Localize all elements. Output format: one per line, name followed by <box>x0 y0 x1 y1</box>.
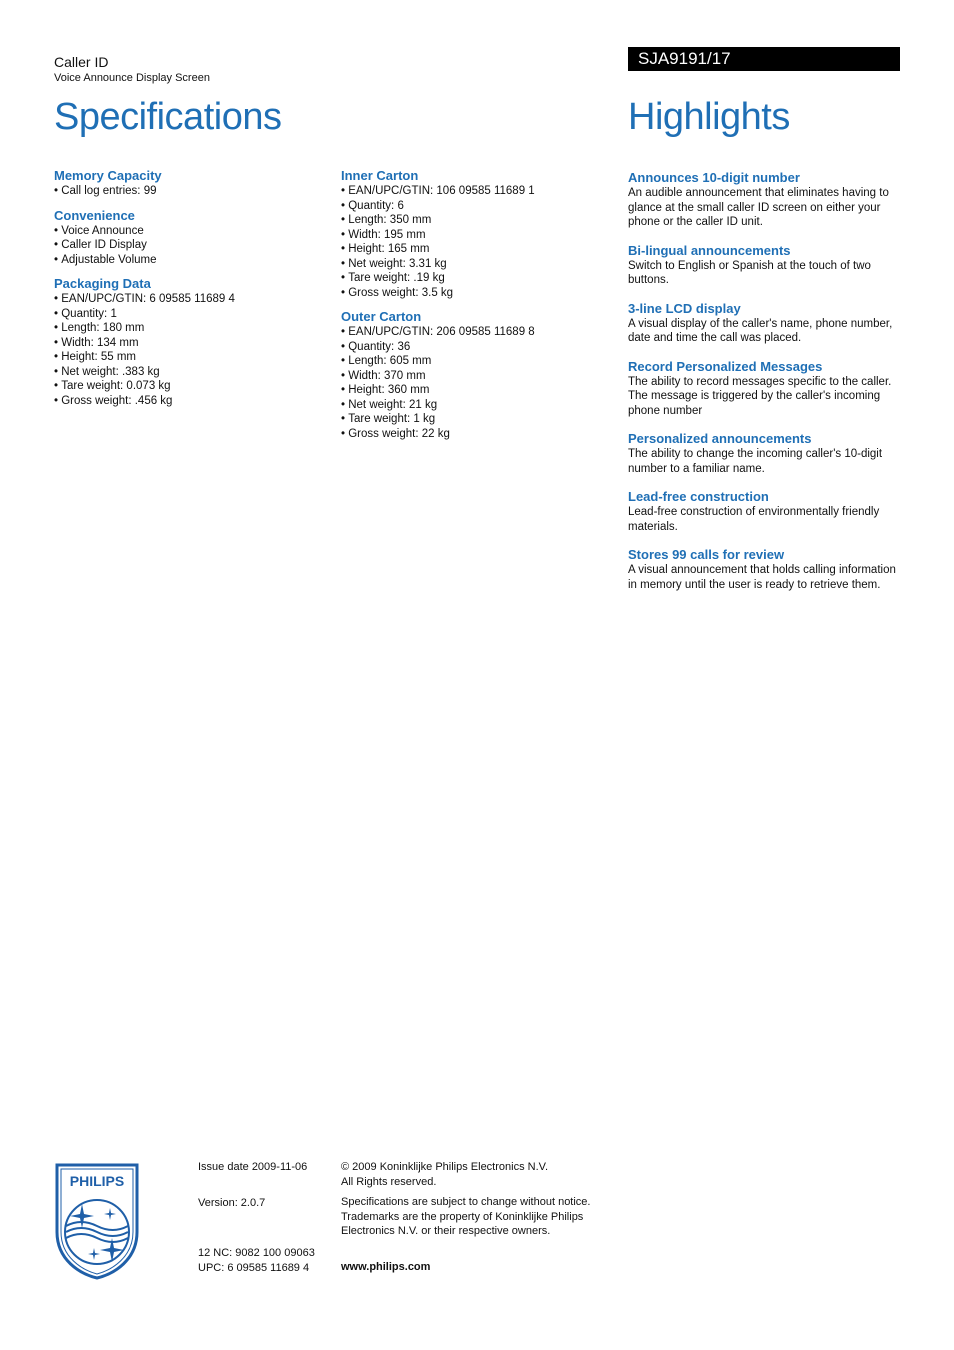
highlight-title: Personalized announcements <box>628 431 812 446</box>
philips-shield-logo <box>54 1162 140 1280</box>
highlight-item <box>628 489 900 534</box>
spec-item: • Voice Announce <box>54 224 324 239</box>
disclaimer: Specifications are subject to change without notice. Trademarks are the property of Koninklijke Philips Electronics N.V. or their respective owners. <box>341 1196 591 1237</box>
highlight-title: Stores 99 calls for review <box>628 547 785 562</box>
spec-item: • EAN/UPC/GTIN: 106 09585 11689 1 <box>341 184 611 199</box>
spec-item: • EAN/UPC/GTIN: 206 09585 11689 8 <box>341 325 611 340</box>
highlight-text: Lead-free construction of environmentally friendly materials. <box>628 506 880 533</box>
spec-item: • Height: 165 mm <box>341 242 611 257</box>
spec-column-2 <box>341 168 611 450</box>
spec-item: • Tare weight: 0.073 kg <box>54 379 324 394</box>
spec-section <box>54 276 324 408</box>
spec-section-title: Outer Carton <box>341 309 422 324</box>
issue-date: Issue date 2009-11-06 <box>198 1161 308 1173</box>
logo-wordmark: PHILIPS <box>69 1173 125 1189</box>
spec-item: • Caller ID Display <box>54 238 324 253</box>
spec-section <box>341 309 611 441</box>
spec-item: • Gross weight: .456 kg <box>54 394 324 409</box>
spec-item: • Adjustable Volume <box>54 253 324 268</box>
highlight-text: A visual announcement that holds calling information in memory until the user is ready to retrieve them. <box>628 564 896 591</box>
spec-item: • Width: 370 mm <box>341 369 611 384</box>
spec-item: • Quantity: 6 <box>341 199 611 214</box>
model-number-badge: SJA9191/17 <box>628 47 900 71</box>
spec-section-title: Memory Capacity <box>54 168 162 183</box>
spec-item: • Gross weight: 3.5 kg <box>341 286 611 301</box>
spec-item: • Quantity: 36 <box>341 340 611 355</box>
highlight-title: Announces 10-digit number <box>628 170 800 185</box>
spec-item: • Gross weight: 22 kg <box>341 427 611 442</box>
copyright: © 2009 Koninklijke Philips Electronics N.V. <box>341 1161 549 1173</box>
highlight-item <box>628 547 900 592</box>
spec-section-title: Convenience <box>54 207 135 223</box>
spec-item: • Width: 195 mm <box>341 228 611 243</box>
product-subtitle: Voice Announce Display Screen <box>54 72 210 84</box>
highlights-heading: Highlights <box>628 96 790 138</box>
spec-section-title: Inner Carton <box>341 168 419 183</box>
highlight-title: 3-line LCD display <box>628 300 741 316</box>
spec-item: • Length: 180 mm <box>54 321 324 336</box>
highlight-title: Bi-lingual announcements <box>628 242 791 258</box>
highlight-title: Lead-free construction <box>628 489 769 504</box>
spec-item: • Width: 134 mm <box>54 336 324 351</box>
highlight-text: Switch to English or Spanish at the touch of two buttons. <box>628 259 871 286</box>
highlight-item <box>628 359 900 419</box>
spec-item: • Tare weight: .19 kg <box>341 271 611 286</box>
version: Version: 2.0.7 <box>198 1196 266 1209</box>
highlight-text: The ability to record messages specific to the caller. The message is triggered by the caller's incoming phone number <box>628 375 892 417</box>
highlight-item <box>628 243 900 288</box>
highlight-title: Record Personalized Messages <box>628 358 823 374</box>
spec-item: • EAN/UPC/GTIN: 6 09585 11689 4 <box>54 292 324 307</box>
highlights-list <box>628 170 900 605</box>
upc-code: UPC: 6 09585 11689 4 <box>198 1261 310 1274</box>
spec-section <box>54 208 324 268</box>
specifications-heading: Specifications <box>54 96 282 138</box>
spec-item: • Height: 360 mm <box>341 383 611 398</box>
highlight-text: An audible announcement that eliminates having to glance at the small caller ID screen on either your phone or the caller ID unit. <box>628 187 889 228</box>
spec-item: • Tare weight: 1 kg <box>341 412 611 427</box>
highlight-text: The ability to change the incoming caller's 10-digit number to a familiar name. <box>628 448 883 475</box>
footer-legal <box>341 1160 601 1274</box>
spec-section-title: Packaging Data <box>54 276 151 291</box>
nc-code: 12 NC: 9082 100 09063 <box>198 1247 315 1259</box>
highlight-item <box>628 431 900 476</box>
spec-item: • Call log entries: 99 <box>54 184 324 199</box>
spec-item: • Height: 55 mm <box>54 350 324 365</box>
spec-item: • Net weight: 21 kg <box>341 398 611 413</box>
category-title: Caller ID <box>54 54 109 70</box>
spec-section <box>341 168 611 300</box>
highlight-item <box>628 170 900 230</box>
website-link[interactable]: www.philips.com <box>341 1260 431 1273</box>
spec-item: • Length: 605 mm <box>341 354 611 369</box>
highlight-item <box>628 301 900 346</box>
spec-item: • Net weight: .383 kg <box>54 365 324 380</box>
highlight-text: A visual display of the caller's name, phone number, date and time the call was placed. <box>628 317 893 344</box>
spec-item: • Net weight: 3.31 kg <box>341 257 611 272</box>
rights: All Rights reserved. <box>341 1175 437 1188</box>
spec-column-1 <box>54 168 324 417</box>
spec-section <box>54 168 324 199</box>
spec-item: • Length: 350 mm <box>341 213 611 228</box>
spec-item: • Quantity: 1 <box>54 307 324 322</box>
footer-meta <box>198 1160 328 1275</box>
